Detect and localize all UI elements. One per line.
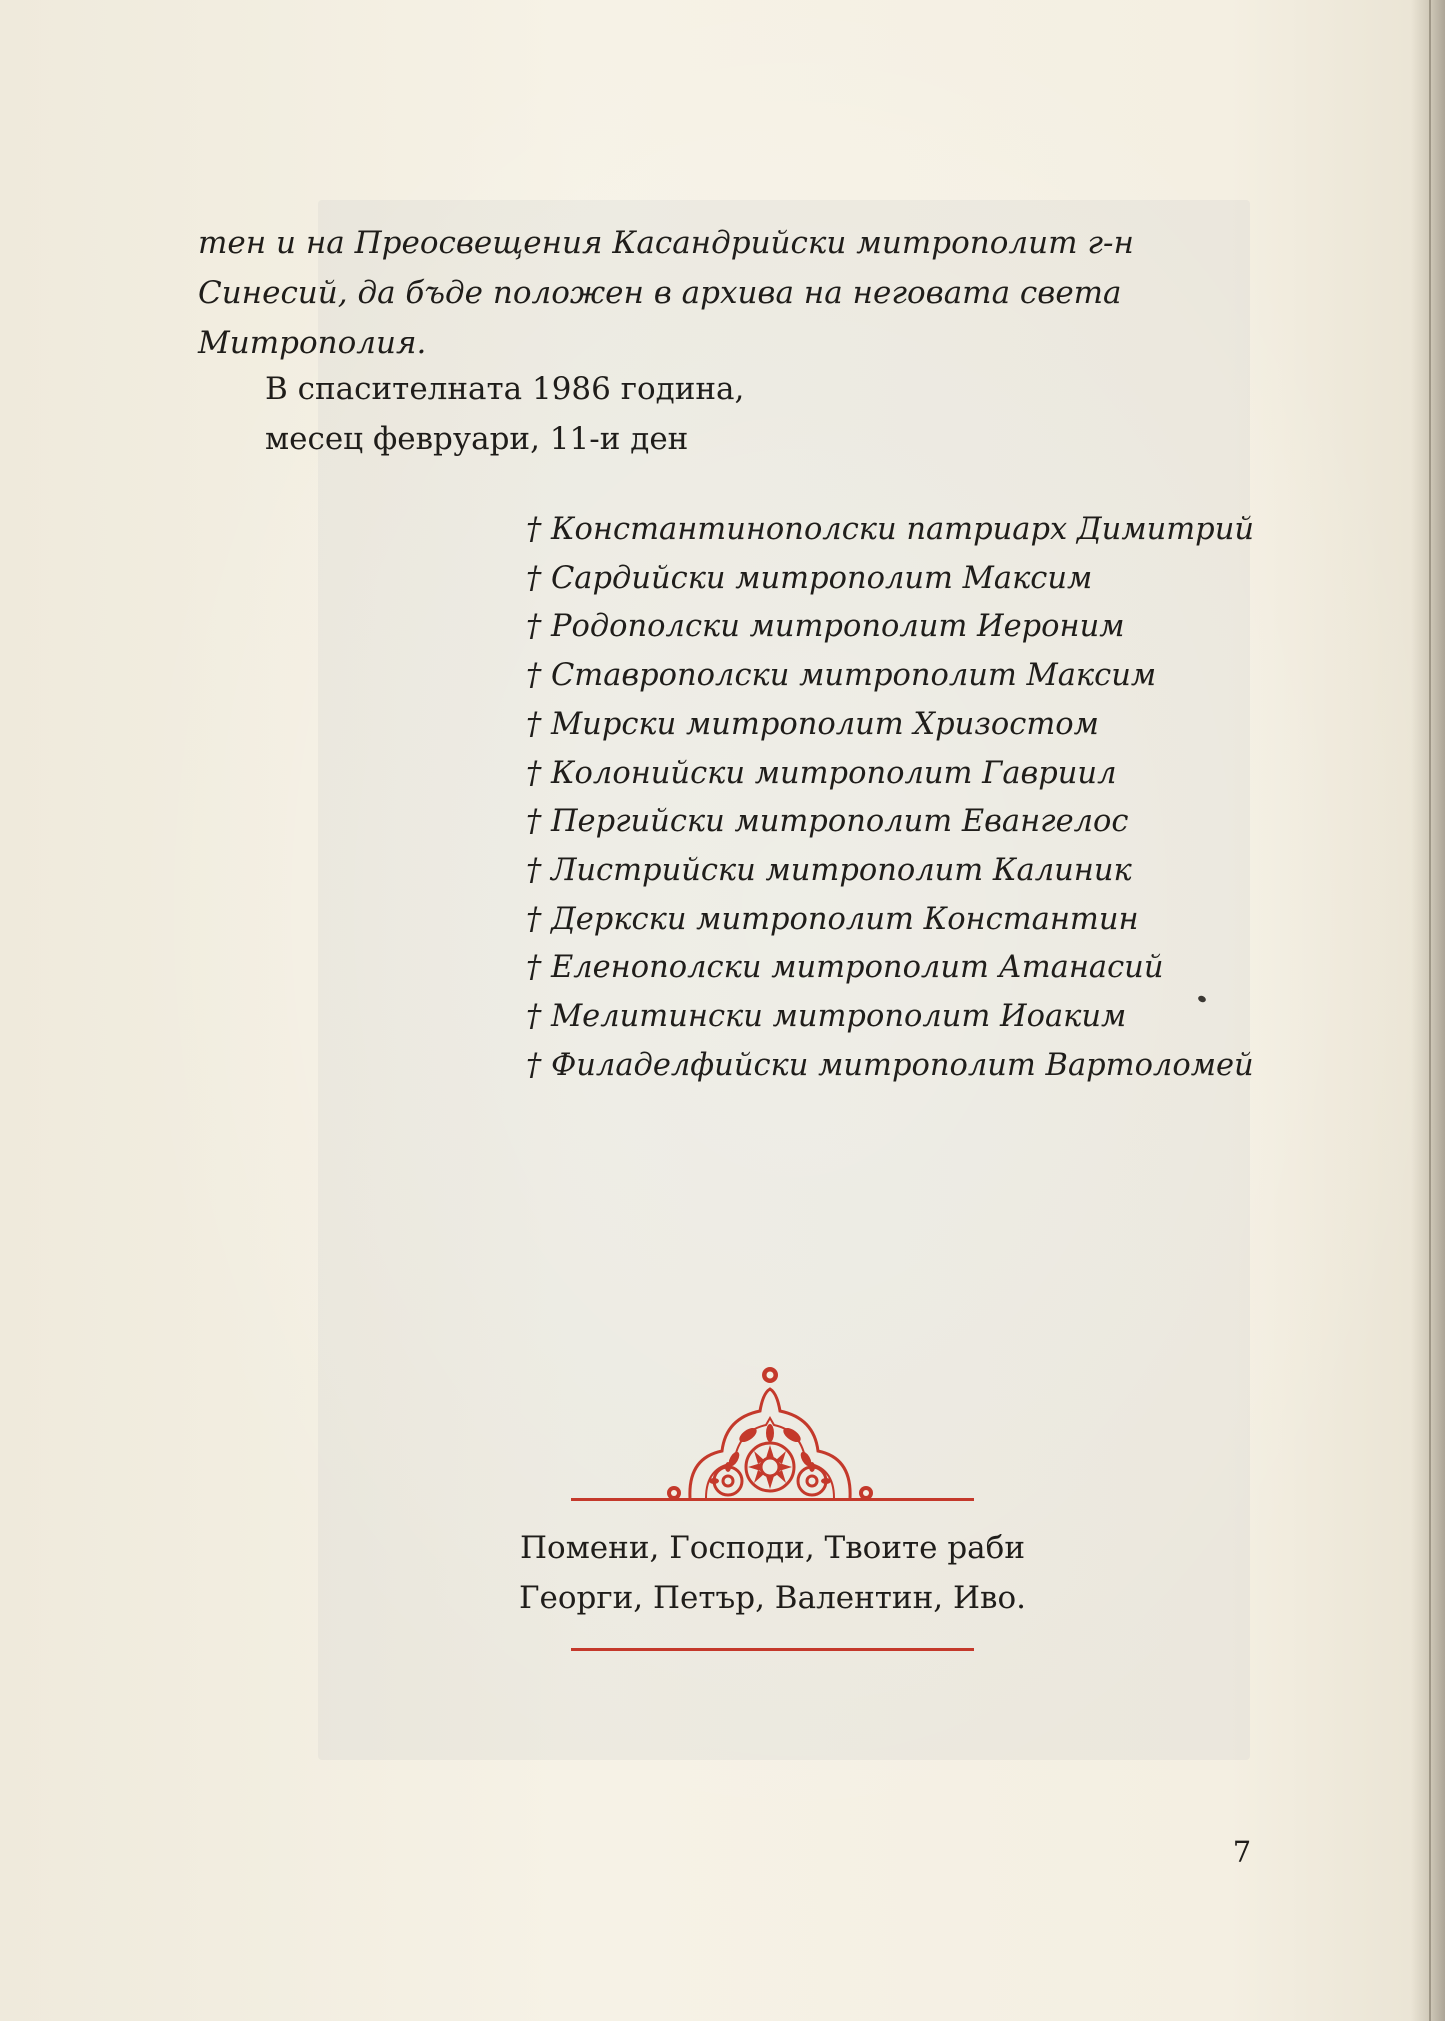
signature-item: † Мелитински митрополит Иоаким	[526, 999, 1127, 1035]
signature-item: † Пергийски митрополит Евангелос	[526, 804, 1129, 840]
signature-item: † Мирски митрополит Хризостом	[526, 706, 1099, 742]
signature-item: † Деркски митрополит Константин	[526, 901, 1139, 937]
signature-item: † Константинополски патриарх Димитрий	[526, 512, 1254, 547]
date-block	[265, 364, 1065, 464]
signature-item: † Родополски митрополит Иероним	[526, 609, 1125, 645]
signature-item: † Филаделфийски митрополит Вартоломей	[526, 1047, 1254, 1083]
spine-line	[1429, 0, 1431, 2021]
floral-ornament-icon	[660, 1363, 880, 1503]
signature-item: † Ставрополски митрополит Максим	[526, 658, 1157, 694]
signature-item: † Сардийски митрополит Максим	[526, 560, 1093, 596]
divider-top	[571, 1498, 974, 1501]
intro-paragraph: тен и на Преосвещения Касандрийски митрополит г-н Синесий, да бъде положен в архива на неговата света Митрополия.	[198, 225, 1134, 361]
divider-bottom	[571, 1648, 974, 1651]
prayer-line-2: Георги, Петър, Валентин, Иво.	[519, 1580, 1026, 1616]
signature-item: † Листрийски митрополит Калиник	[526, 852, 1132, 888]
signature-list	[526, 506, 1306, 1090]
prayer-line-1: Помени, Господи, Твоите раби	[520, 1530, 1025, 1566]
date-line-year: В спасителната 1986 година,	[265, 371, 745, 407]
signature-item: † Колонийски митрополит Гавриил	[526, 755, 1117, 791]
prayer-block	[460, 1523, 1085, 1623]
page-number: 7	[1232, 1835, 1252, 1869]
signature-item: † Еленополски митрополит Атанасий	[526, 950, 1164, 986]
date-line-day: месец февруари, 11-и ден	[265, 421, 689, 457]
spine-shadow	[1411, 0, 1445, 2021]
